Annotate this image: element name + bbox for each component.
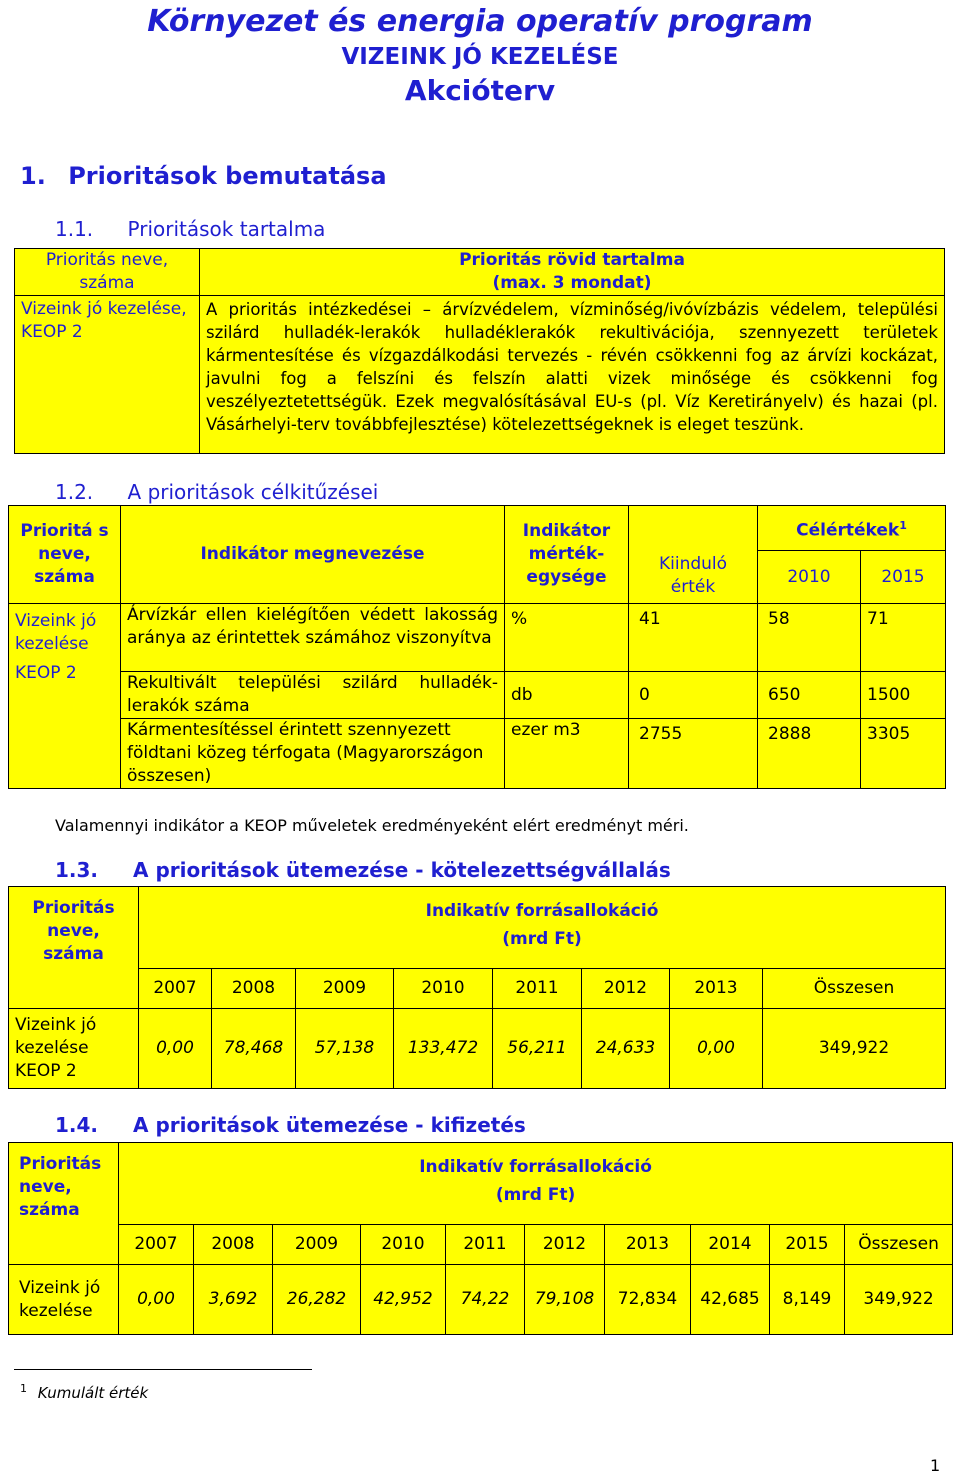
payment-total-cell: 349,922	[845, 1265, 953, 1335]
section-1-1-number: 1.1.	[55, 217, 94, 241]
target-year-2015-header: 2015	[861, 551, 946, 604]
commitment-value-cell: 0,00	[670, 1009, 763, 1089]
priority-summary-header-line2: (max. 3 mondat)	[492, 273, 652, 293]
commitment-schedule-table	[8, 886, 946, 1089]
target-2015-cell: 1500	[861, 672, 946, 719]
objectives-table	[8, 505, 946, 789]
payment-value-cell: 26,282	[273, 1265, 361, 1335]
objectives-priority-code: KEOP 2	[15, 663, 77, 683]
commitment-values-row	[9, 1009, 946, 1089]
commitment-alloc-header	[139, 887, 946, 969]
section-1-1-title: Prioritások tartalma	[127, 217, 326, 241]
payment-year-header: 2012	[525, 1225, 605, 1265]
section-1-heading	[20, 162, 387, 190]
payment-schedule-table	[8, 1142, 953, 1335]
priority-name-cell: Vizeink jó kezelése, KEOP 2	[15, 296, 200, 454]
commitment-total-header: Összesen	[763, 969, 946, 1009]
commitment-year-header: 2012	[582, 969, 670, 1009]
commitment-alloc-header-line1: Indikatív forrásallokáció	[425, 901, 659, 921]
section-1-3-number: 1.3.	[55, 858, 99, 882]
indicator-unit-cell: ezer m3	[505, 719, 629, 789]
indicator-note: Valamennyi indikátor a KEOP műveletek eredményeként elért eredményt méri.	[55, 816, 689, 835]
payment-values-row	[9, 1265, 953, 1335]
target-2015-cell: 71	[861, 604, 946, 672]
priority-name-header: Prioritás neve, száma	[15, 249, 200, 296]
target-year-2010-header: 2010	[758, 551, 861, 604]
payment-value-cell: 0,00	[119, 1265, 194, 1335]
payment-value-cell: 8,149	[770, 1265, 845, 1335]
document-title: Környezet és energia operatív program	[147, 4, 813, 39]
commitment-value-cell: 57,138	[296, 1009, 394, 1089]
payment-year-header: 2013	[605, 1225, 691, 1265]
payment-year-header: 2007	[119, 1225, 194, 1265]
indicator-name-cell: Rekultivált települési szilárd hulladék-lerakók száma	[121, 672, 505, 719]
payment-year-header: 2014	[691, 1225, 770, 1265]
indicator-name-cell: Árvízkár ellen kielégítően védett lakosság aránya az érintettek számához viszonyítva	[121, 604, 505, 672]
base-value-cell: 0	[629, 672, 758, 719]
section-1-number: 1.	[20, 162, 46, 190]
target-2015-cell: 3305	[861, 719, 946, 789]
payment-priority-header: Prioritás neve, száma	[9, 1143, 119, 1265]
indicator-name-header: Indikátor megnevezése	[121, 506, 505, 604]
payment-total-header: Összesen	[845, 1225, 953, 1265]
payment-alloc-header	[119, 1143, 953, 1225]
section-1-3-heading	[55, 858, 671, 882]
commitment-value-cell: 24,633	[582, 1009, 670, 1089]
payment-value-cell: 3,692	[194, 1265, 273, 1335]
section-1-4-heading	[55, 1113, 526, 1137]
section-1-4-title: A prioritások ütemezése - kifizetés	[133, 1113, 526, 1137]
commitment-value-cell: 0,00	[139, 1009, 212, 1089]
commitment-alloc-header-line2: (mrd Ft)	[502, 929, 582, 949]
commitment-value-cell: 133,472	[394, 1009, 493, 1089]
payment-alloc-header-line2: (mrd Ft)	[495, 1185, 576, 1205]
base-value-header: Kiinduló érték	[629, 506, 758, 604]
commitment-year-header: 2013	[670, 969, 763, 1009]
payment-value-cell: 42,952	[361, 1265, 446, 1335]
document-subtitle-2: Akcióterv	[404, 74, 556, 107]
indicator-unit-cell: db	[505, 672, 629, 719]
payment-value-cell: 42,685	[691, 1265, 770, 1335]
payment-value-cell: 72,834	[605, 1265, 691, 1335]
footnote-separator	[14, 1369, 312, 1370]
indicator-unit-header: Indikátor mérték-egysége	[505, 506, 629, 604]
target-values-footnote-mark: 1	[899, 518, 907, 532]
target-2010-cell: 58	[758, 604, 861, 672]
priority-summary-header-line1: Prioritás rövid tartalma	[459, 250, 685, 270]
section-1-3-title: A prioritások ütemezése - kötelezettségvállalás	[133, 858, 671, 882]
target-values-header	[758, 506, 946, 551]
footnote	[20, 1382, 148, 1402]
commitment-value-cell: 78,468	[212, 1009, 296, 1089]
commitment-year-header: 2010	[394, 969, 493, 1009]
page-number: 1	[930, 1456, 941, 1475]
section-1-2-number: 1.2.	[55, 480, 94, 504]
commitment-total-cell: 349,922	[763, 1009, 946, 1089]
commitment-priority-cell: Vizeink jó kezelése KEOP 2	[9, 1009, 139, 1089]
payment-year-header: 2008	[194, 1225, 273, 1265]
section-1-title: Prioritások bemutatása	[68, 162, 387, 190]
payment-year-header: 2010	[361, 1225, 446, 1265]
section-1-2-title: A prioritások célkitűzései	[127, 480, 379, 504]
commitment-year-header: 2008	[212, 969, 296, 1009]
target-2010-cell: 2888	[758, 719, 861, 789]
target-2010-cell: 650	[758, 672, 861, 719]
payment-value-cell: 79,108	[525, 1265, 605, 1335]
document-subtitle: VIZEINK JÓ KEZELÉSE	[341, 44, 619, 70]
indicator-unit-cell: %	[505, 604, 629, 672]
objectives-priority-name: Vizeink jó kezelése	[15, 611, 97, 654]
priority-content-table	[14, 248, 945, 454]
objectives-priority-header: Prioritá s neve, száma	[9, 506, 121, 604]
target-values-label: Célértékek	[796, 520, 900, 541]
commitment-year-header: 2007	[139, 969, 212, 1009]
commitment-year-header: 2009	[296, 969, 394, 1009]
payment-alloc-header-line1: Indikatív forrásallokáció	[419, 1157, 652, 1177]
priority-summary-header	[200, 249, 945, 296]
payment-year-header: 2009	[273, 1225, 361, 1265]
payment-year-header: 2011	[446, 1225, 525, 1265]
commitment-value-cell: 56,211	[493, 1009, 582, 1089]
footnote-mark: 1	[20, 1382, 27, 1395]
priority-summary-cell: A prioritás intézkedései – árvízvédelem, vízminőség/ivóvízbázis védelem, települési szilárd hulladék-lerakók hulladéklerakók rekultivációja, szennyezett területek kármentesítése és vízgazdálkodási tervezés - révén csökkenni fog az árvízi kockázat, javulni fog a felszíni és felszín alatti vizek minősége és csökkenni fog veszélyeztetettségük. Ezek megvalósításával EU-s (pl. Víz Keretirányelv) és hazai (pl. Vásárhelyi-terv továbbfejlesztése) kötelezettségeknek is eleget teszünk.	[200, 296, 945, 454]
section-1-4-number: 1.4.	[55, 1113, 99, 1137]
objectives-priority-cell	[9, 604, 121, 789]
payment-value-cell: 74,22	[446, 1265, 525, 1335]
section-1-1-heading	[55, 217, 325, 241]
base-value-cell: 2755	[629, 719, 758, 789]
base-value-cell: 41	[629, 604, 758, 672]
section-1-2-heading	[55, 480, 378, 504]
indicator-name-cell: Kármentesítéssel érintett szennyezett földtani közeg térfogata (Magyarországon összesen)	[121, 719, 505, 789]
commitment-years-row	[9, 969, 946, 1009]
footnote-text: Kumulált érték	[37, 1384, 149, 1402]
payment-years-row	[9, 1225, 953, 1265]
payment-year-header: 2015	[770, 1225, 845, 1265]
commitment-year-header: 2011	[493, 969, 582, 1009]
commitment-priority-header: Prioritás neve, száma	[9, 887, 139, 1009]
payment-priority-cell: Vizeink jó kezelése	[9, 1265, 119, 1335]
